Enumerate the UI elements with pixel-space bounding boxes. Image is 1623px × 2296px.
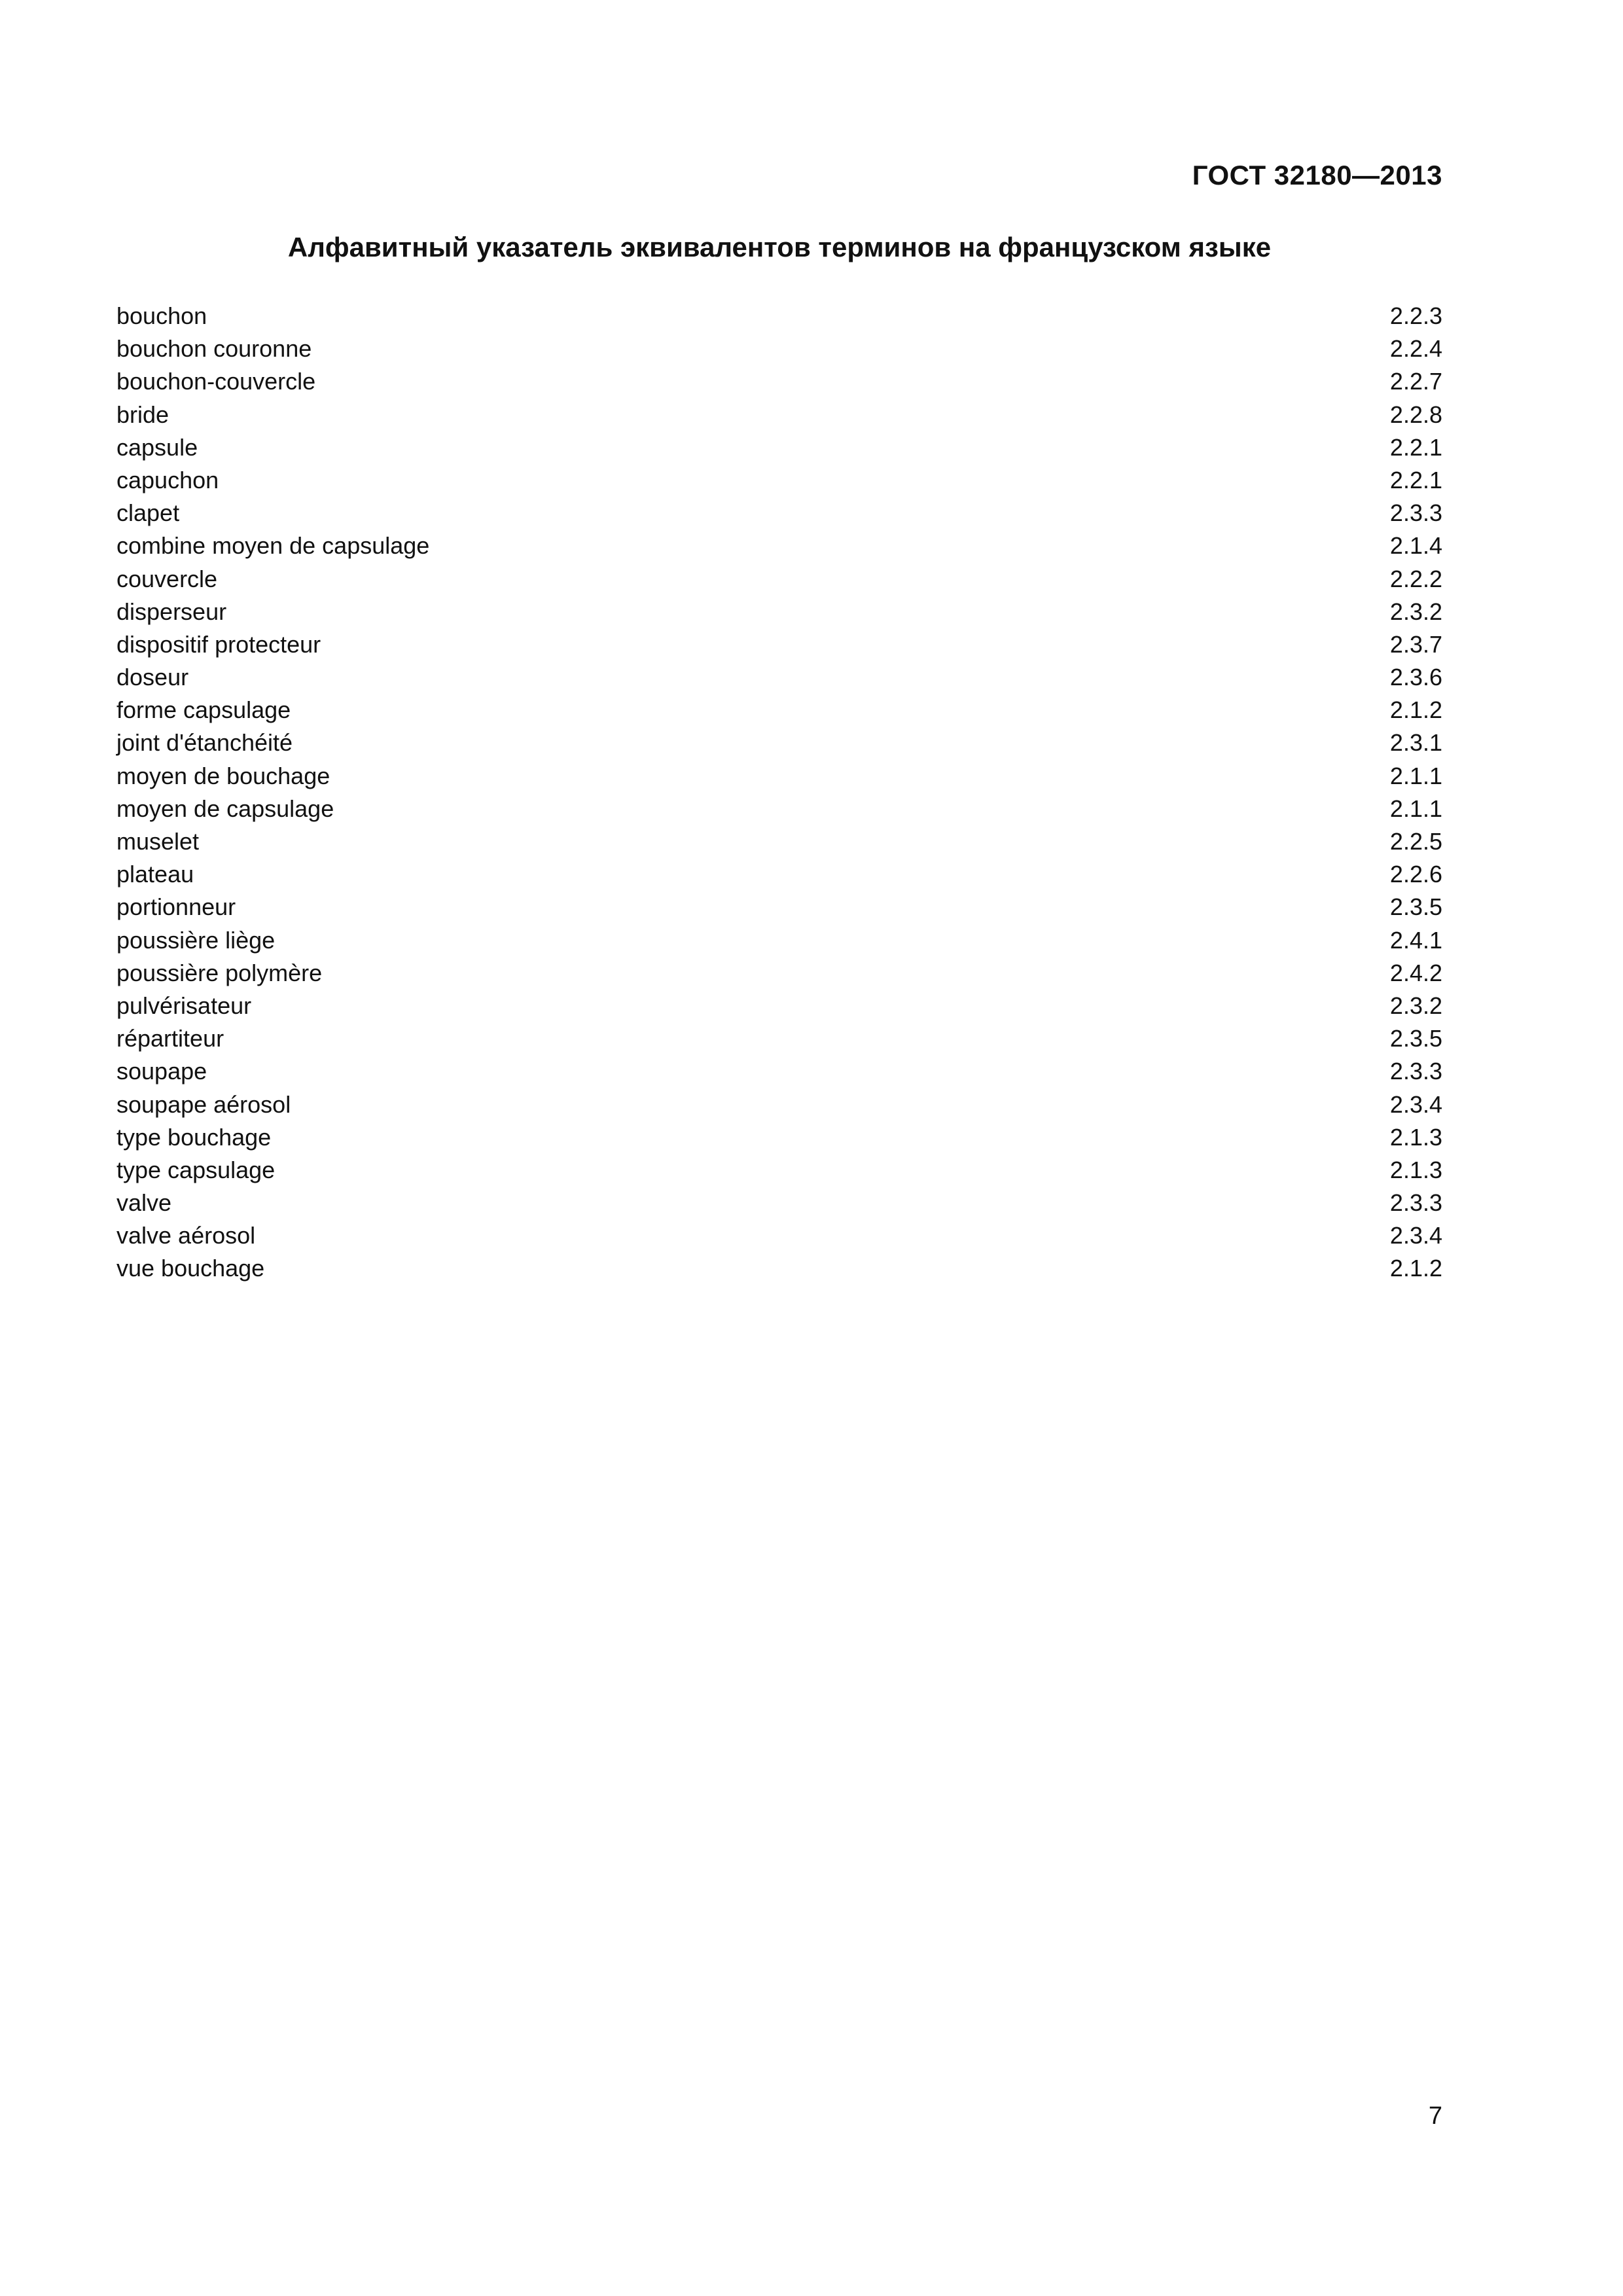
entry-reference: 2.3.5 — [1389, 1025, 1442, 1052]
index-entry — [116, 365, 1442, 398]
entry-term: soupape — [116, 1058, 207, 1085]
entry-reference: 2.2.2 — [1389, 565, 1442, 592]
entry-reference: 2.3.6 — [1389, 664, 1442, 691]
entry-reference: 2.2.4 — [1389, 335, 1442, 363]
entry-term: moyen de bouchage — [116, 762, 330, 789]
entry-reference: 2.2.5 — [1389, 828, 1442, 855]
entry-term: valve aérosol — [116, 1222, 256, 1249]
index-entry — [116, 990, 1442, 1022]
index-entry — [116, 596, 1442, 628]
index-entry — [116, 694, 1442, 726]
entry-term: vue bouchage — [116, 1255, 265, 1282]
index-entry — [116, 1088, 1442, 1121]
entry-term: disperseur — [116, 598, 227, 625]
index-entry — [116, 825, 1442, 858]
entry-term: bouchon — [116, 302, 207, 329]
entry-term: forme capsulage — [116, 696, 291, 724]
entry-term: type bouchage — [116, 1123, 272, 1151]
entry-reference: 2.1.3 — [1389, 1156, 1442, 1183]
index-entry — [116, 1187, 1442, 1219]
index-entry — [116, 726, 1442, 759]
entry-term: valve — [116, 1189, 172, 1217]
entry-reference: 2.3.1 — [1389, 729, 1442, 757]
entry-term: doseur — [116, 664, 189, 691]
document-code: ГОСТ 32180—2013 — [1192, 160, 1442, 190]
entry-term: bouchon couronne — [116, 335, 312, 363]
entry-reference: 2.3.3 — [1389, 1189, 1442, 1217]
entry-reference: 2.2.6 — [1389, 861, 1442, 888]
entry-term: bride — [116, 401, 169, 428]
entry-term: capsule — [116, 433, 198, 461]
index-entry — [116, 464, 1442, 497]
entry-reference: 2.3.4 — [1389, 1222, 1442, 1249]
entry-term: plateau — [116, 861, 194, 888]
index-entry — [116, 332, 1442, 365]
index-entry — [116, 760, 1442, 793]
index-entry — [116, 628, 1442, 661]
entry-term: joint d'étanchéité — [116, 729, 293, 757]
entry-reference: 2.2.8 — [1389, 401, 1442, 428]
index-entry — [116, 1121, 1442, 1154]
entry-reference: 2.4.2 — [1389, 959, 1442, 986]
entry-reference: 2.3.2 — [1389, 598, 1442, 625]
entry-term: répartiteur — [116, 1025, 224, 1052]
entry-reference: 2.3.4 — [1389, 1090, 1442, 1118]
entry-term: moyen de capsulage — [116, 795, 334, 822]
entry-term: couvercle — [116, 565, 218, 592]
entry-reference: 2.2.1 — [1389, 433, 1442, 461]
entry-term: portionneur — [116, 893, 236, 921]
entry-reference: 2.3.5 — [1389, 893, 1442, 921]
index-entry — [116, 497, 1442, 529]
entry-term: clapet — [116, 499, 180, 527]
page-number: 7 — [1428, 2102, 1442, 2130]
index-entry — [116, 1055, 1442, 1088]
entry-reference: 2.3.3 — [1389, 499, 1442, 527]
index-entry — [116, 957, 1442, 990]
entry-term: capuchon — [116, 466, 219, 493]
entry-term: dispositif protecteur — [116, 630, 321, 658]
index-entry — [116, 858, 1442, 891]
index-entry — [116, 793, 1442, 825]
entry-reference: 2.1.1 — [1389, 762, 1442, 789]
index-entry — [116, 1252, 1442, 1285]
entry-reference: 2.4.1 — [1389, 926, 1442, 954]
index-entry — [116, 661, 1442, 694]
index-entry — [116, 431, 1442, 464]
index-entry — [116, 891, 1442, 924]
index-entry-list — [116, 300, 1442, 1285]
entry-term: bouchon-couvercle — [116, 368, 316, 395]
entry-term: poussière liège — [116, 926, 276, 954]
entry-reference: 2.2.1 — [1389, 466, 1442, 493]
entry-term: pulvérisateur — [116, 992, 252, 1019]
index-entry — [116, 563, 1442, 596]
index-entry — [116, 924, 1442, 957]
index-entry — [116, 529, 1442, 562]
entry-term: muselet — [116, 828, 200, 855]
entry-term: combine moyen de capsulage — [116, 532, 430, 560]
entry-reference: 2.3.3 — [1389, 1058, 1442, 1085]
entry-reference: 2.3.7 — [1389, 630, 1442, 658]
index-entry — [116, 1219, 1442, 1252]
entry-reference: 2.2.7 — [1389, 368, 1442, 395]
entry-reference: 2.2.3 — [1389, 302, 1442, 329]
entry-reference: 2.1.2 — [1389, 1255, 1442, 1282]
index-entry — [116, 1154, 1442, 1187]
entry-term: poussière polymère — [116, 959, 323, 986]
entry-term: type capsulage — [116, 1156, 276, 1183]
index-entry — [116, 300, 1442, 332]
entry-reference: 2.3.2 — [1389, 992, 1442, 1019]
index-title: Алфавитный указатель эквивалентов терминов на французском языке — [287, 232, 1272, 262]
entry-reference: 2.1.4 — [1389, 532, 1442, 560]
entry-reference: 2.1.3 — [1389, 1123, 1442, 1151]
entry-reference: 2.1.1 — [1389, 795, 1442, 822]
entry-term: soupape aérosol — [116, 1090, 291, 1118]
index-entry — [116, 399, 1442, 431]
index-entry — [116, 1022, 1442, 1055]
entry-reference: 2.1.2 — [1389, 696, 1442, 724]
